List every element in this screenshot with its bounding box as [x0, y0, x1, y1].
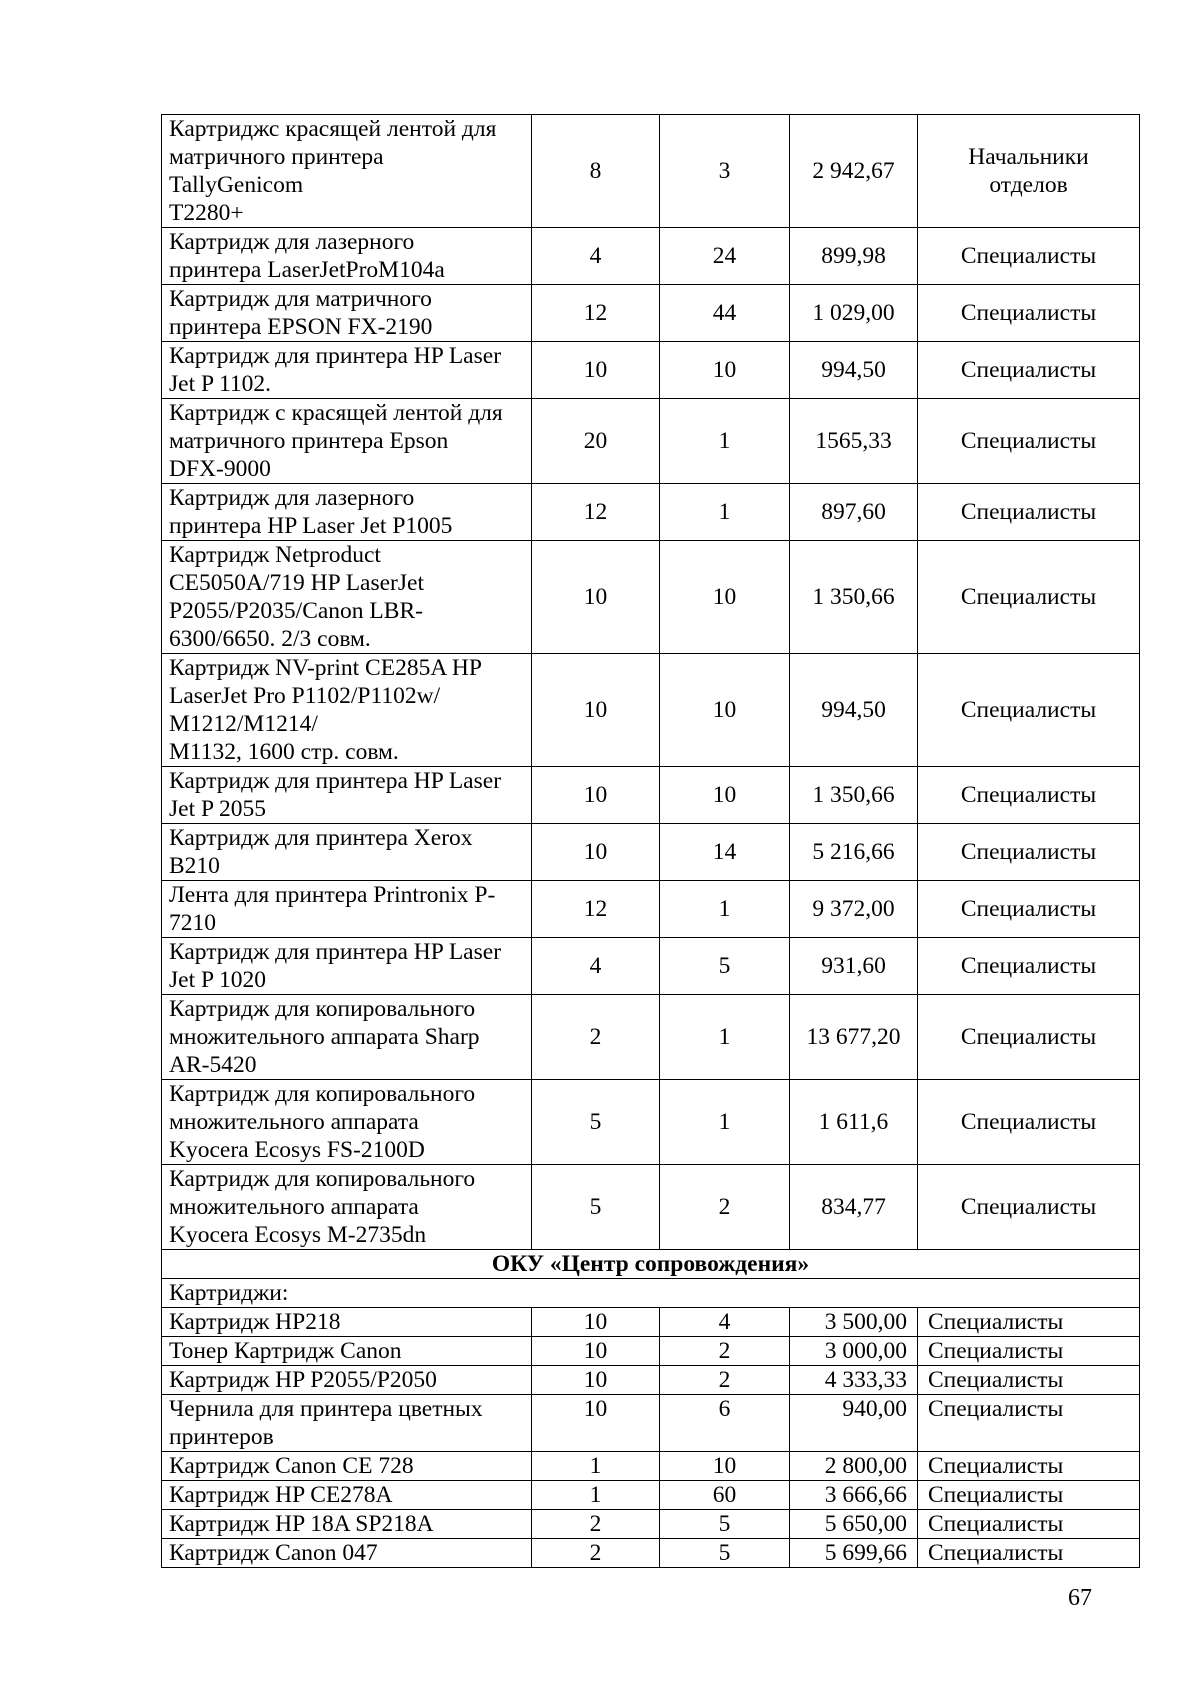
category-cell: Специалисты: [918, 1510, 1140, 1539]
item-name-cell: Картридж для лазерного принтера HP Laser Jet P1005: [162, 484, 532, 541]
price-cell: 931,60: [790, 938, 918, 995]
price-cell: 834,77: [790, 1165, 918, 1250]
qty-norm-cell: 10: [532, 342, 660, 399]
table-row: [162, 1395, 1140, 1452]
item-name-cell: Картридж Netproduct CE5050A/719 HP LaserJet P2055/P2035/Canon LBR- 6300/6650. 2/3 совм.: [162, 541, 532, 654]
qty-cell: 3: [660, 115, 790, 228]
table-row: [162, 342, 1140, 399]
category-cell: Специалисты: [918, 1539, 1140, 1568]
category-cell: Специалисты: [918, 285, 1140, 342]
category-cell: Специалисты: [918, 1481, 1140, 1510]
category-cell: Специалисты: [918, 654, 1140, 767]
item-name-cell: Картридж для матричного принтера EPSON FX-2190: [162, 285, 532, 342]
table-row: [162, 1337, 1140, 1366]
table-row: [162, 1165, 1140, 1250]
section-row: [162, 1250, 1140, 1279]
qty-norm-cell: 20: [532, 399, 660, 484]
item-name-cell: Картридж HP 18A SP218A: [162, 1510, 532, 1539]
qty-cell: 1: [660, 1080, 790, 1165]
qty-cell: 10: [660, 654, 790, 767]
item-name-cell: Тонер Картридж Canon: [162, 1337, 532, 1366]
qty-cell: 14: [660, 824, 790, 881]
category-cell: Специалисты: [918, 1308, 1140, 1337]
qty-cell: 1: [660, 881, 790, 938]
price-cell: 5 216,66: [790, 824, 918, 881]
table-row: [162, 115, 1140, 228]
table-row: [162, 1366, 1140, 1395]
price-cell: 3 000,00: [790, 1337, 918, 1366]
category-cell: Специалисты: [918, 995, 1140, 1080]
subheader-cell: Картриджи:: [162, 1279, 1140, 1308]
item-name-cell: Картридж для лазерного принтера LaserJetProM104a: [162, 228, 532, 285]
item-name-cell: Чернила для принтера цветных принтеров: [162, 1395, 532, 1452]
category-cell: Специалисты: [918, 1337, 1140, 1366]
item-name-cell: Картридж HP218: [162, 1308, 532, 1337]
category-cell: Специалисты: [918, 541, 1140, 654]
item-name-cell: Картридж NV-print CE285A HP LaserJet Pro P1102/P1102w/ M1212/M1214/ M1132, 1600 стр. совм.: [162, 654, 532, 767]
item-name-cell: Картридж для принтера HP Laser Jet P 2055: [162, 767, 532, 824]
table-section: [162, 1250, 1140, 1308]
qty-norm-cell: 1: [532, 1481, 660, 1510]
qty-norm-cell: 2: [532, 1510, 660, 1539]
table-row: [162, 1539, 1140, 1568]
item-name-cell: Картриджс красящей лентой для матричного принтера TallyGenicom T2280+: [162, 115, 532, 228]
qty-cell: 24: [660, 228, 790, 285]
price-cell: 2 800,00: [790, 1452, 918, 1481]
category-cell: Специалисты: [918, 228, 1140, 285]
qty-cell: 1: [660, 399, 790, 484]
page-number: 67: [1068, 1585, 1092, 1611]
qty-cell: 2: [660, 1165, 790, 1250]
price-cell: 897,60: [790, 484, 918, 541]
table-row: [162, 881, 1140, 938]
qty-cell: 60: [660, 1481, 790, 1510]
qty-cell: 1: [660, 484, 790, 541]
price-cell: 1 350,66: [790, 767, 918, 824]
qty-cell: 6: [660, 1395, 790, 1452]
category-cell: Специалисты: [918, 1080, 1140, 1165]
qty-cell: 10: [660, 541, 790, 654]
qty-norm-cell: 4: [532, 228, 660, 285]
qty-norm-cell: 2: [532, 995, 660, 1080]
table-row: [162, 654, 1140, 767]
table-row: [162, 541, 1140, 654]
qty-cell: 10: [660, 342, 790, 399]
table-row: [162, 1510, 1140, 1539]
qty-cell: 2: [660, 1337, 790, 1366]
qty-norm-cell: 10: [532, 767, 660, 824]
qty-norm-cell: 10: [532, 1308, 660, 1337]
section-title: ОКУ «Центр сопровождения»: [162, 1250, 1140, 1279]
item-name-cell: Картридж для копировального множительного аппарата Kyocera Ecosys M-2735dn: [162, 1165, 532, 1250]
item-name-cell: Картридж с красящей лентой для матричного принтера Epson DFX-9000: [162, 399, 532, 484]
supplies-table: [161, 114, 1140, 1568]
qty-norm-cell: 4: [532, 938, 660, 995]
category-cell: Специалисты: [918, 399, 1140, 484]
price-cell: 3 666,66: [790, 1481, 918, 1510]
table-row: [162, 767, 1140, 824]
price-cell: 1 350,66: [790, 541, 918, 654]
table-row: [162, 1481, 1140, 1510]
qty-norm-cell: 10: [532, 1337, 660, 1366]
price-cell: 994,50: [790, 342, 918, 399]
table-row: [162, 995, 1140, 1080]
qty-cell: 44: [660, 285, 790, 342]
category-cell: Специалисты: [918, 484, 1140, 541]
price-cell: 4 333,33: [790, 1366, 918, 1395]
category-cell: Специалисты: [918, 767, 1140, 824]
table-body-main: [162, 115, 1140, 1250]
table-row: [162, 1308, 1140, 1337]
item-name-cell: Картридж для принтера Xerox B210: [162, 824, 532, 881]
qty-norm-cell: 5: [532, 1080, 660, 1165]
item-name-cell: Картридж Canon 047: [162, 1539, 532, 1568]
qty-norm-cell: 8: [532, 115, 660, 228]
qty-norm-cell: 10: [532, 1366, 660, 1395]
price-cell: 994,50: [790, 654, 918, 767]
category-cell: Специалисты: [918, 824, 1140, 881]
qty-cell: 5: [660, 938, 790, 995]
price-cell: 1565,33: [790, 399, 918, 484]
price-cell: 9 372,00: [790, 881, 918, 938]
item-name-cell: Картридж HP P2055/P2050: [162, 1366, 532, 1395]
category-cell: Специалисты: [918, 881, 1140, 938]
qty-norm-cell: 10: [532, 541, 660, 654]
category-cell: Специалисты: [918, 1395, 1140, 1452]
price-cell: 940,00: [790, 1395, 918, 1452]
table-row: [162, 1080, 1140, 1165]
category-cell: Специалисты: [918, 1366, 1140, 1395]
item-name-cell: Лента для принтера Printronix P- 7210: [162, 881, 532, 938]
item-name-cell: Картридж Canon CE 728: [162, 1452, 532, 1481]
qty-cell: 5: [660, 1539, 790, 1568]
price-cell: 3 500,00: [790, 1308, 918, 1337]
qty-cell: 5: [660, 1510, 790, 1539]
price-cell: 5 650,00: [790, 1510, 918, 1539]
qty-norm-cell: 12: [532, 484, 660, 541]
qty-norm-cell: 12: [532, 881, 660, 938]
item-name-cell: Картридж HP CE278A: [162, 1481, 532, 1510]
category-cell: Специалисты: [918, 342, 1140, 399]
table-row: [162, 285, 1140, 342]
item-name-cell: Картридж для копировального множительного аппарата Sharp AR-5420: [162, 995, 532, 1080]
price-cell: 899,98: [790, 228, 918, 285]
table-body-centre: [162, 1308, 1140, 1568]
qty-norm-cell: 1: [532, 1452, 660, 1481]
table-row: [162, 228, 1140, 285]
subheader-row: [162, 1279, 1140, 1308]
qty-cell: 1: [660, 995, 790, 1080]
price-cell: 2 942,67: [790, 115, 918, 228]
qty-norm-cell: 10: [532, 824, 660, 881]
category-cell: Специалисты: [918, 1452, 1140, 1481]
price-cell: 1 029,00: [790, 285, 918, 342]
item-name-cell: Картридж для копировального множительного аппарата Kyocera Ecosys FS-2100D: [162, 1080, 532, 1165]
table-row: [162, 484, 1140, 541]
qty-norm-cell: 5: [532, 1165, 660, 1250]
price-cell: 5 699,66: [790, 1539, 918, 1568]
qty-norm-cell: 10: [532, 654, 660, 767]
qty-norm-cell: 12: [532, 285, 660, 342]
table-row: [162, 1452, 1140, 1481]
table-row: [162, 938, 1140, 995]
price-cell: 13 677,20: [790, 995, 918, 1080]
table-row: [162, 824, 1140, 881]
item-name-cell: Картридж для принтера HP Laser Jet P 1102.: [162, 342, 532, 399]
price-cell: 1 611,6: [790, 1080, 918, 1165]
qty-norm-cell: 2: [532, 1539, 660, 1568]
category-cell: Начальники отделов: [918, 115, 1140, 228]
qty-norm-cell: 10: [532, 1395, 660, 1452]
qty-cell: 2: [660, 1366, 790, 1395]
item-name-cell: Картридж для принтера HP Laser Jet P 1020: [162, 938, 532, 995]
category-cell: Специалисты: [918, 938, 1140, 995]
qty-cell: 10: [660, 767, 790, 824]
table-row: [162, 399, 1140, 484]
category-cell: Специалисты: [918, 1165, 1140, 1250]
qty-cell: 10: [660, 1452, 790, 1481]
qty-cell: 4: [660, 1308, 790, 1337]
